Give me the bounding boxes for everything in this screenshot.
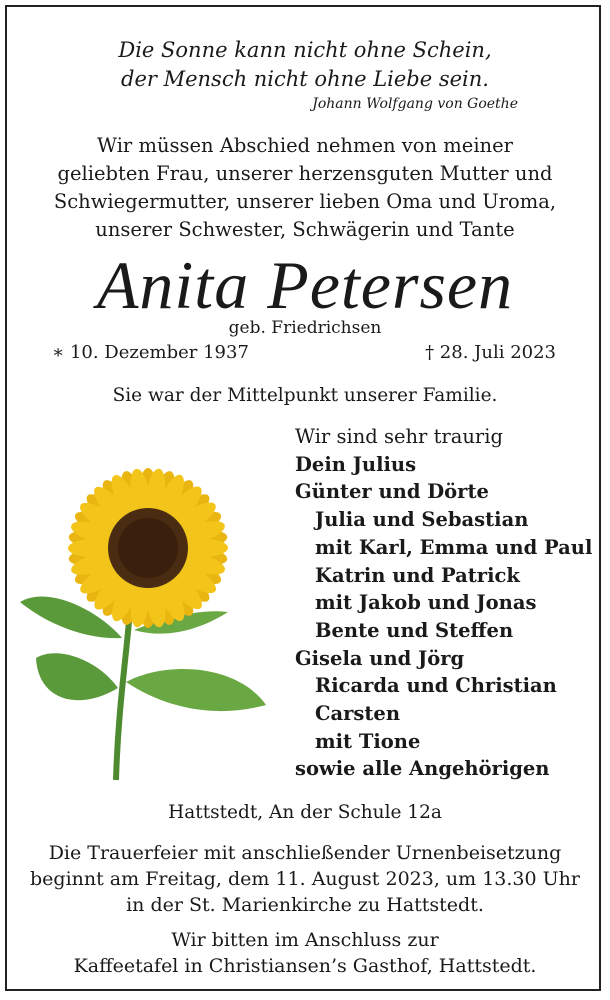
coffee-line: Wir bitten im Anschluss zur (171, 929, 439, 951)
quote-line-2: der Mensch nicht ohne Liebe sein. (121, 67, 489, 91)
family-member: Katrin und Patrick (315, 563, 520, 587)
quote-author: Johann Wolfgang von Goethe (312, 96, 518, 112)
sunflower-image (18, 460, 278, 790)
deceased-name: Anita Petersen (96, 247, 514, 323)
family-member: Bente und Steffen (315, 618, 514, 642)
goethe-quote (0, 36, 610, 94)
leaf-left-bottom (36, 653, 118, 700)
intro-text (0, 132, 610, 244)
family-member: sowie alle Angehörigen (295, 757, 550, 781)
leaf-right-bottom (126, 669, 266, 711)
family-member: Ricarda und Christian (315, 674, 557, 698)
quote-line-1: Die Sonne kann nicht ohne Schein, (118, 38, 492, 62)
coffee-line: Kaffeetafel in Christiansen’s Gasthof, Hattstedt. (73, 955, 537, 977)
service-line: Die Trauerfeier mit anschließender Urnenbeisetzung (48, 842, 562, 864)
service-info (0, 840, 610, 918)
intro-line: Wir müssen Abschied nehmen von meiner (97, 134, 513, 157)
family-member: mit Tione (315, 729, 421, 753)
family-list (295, 423, 592, 783)
service-line: beginnt am Freitag, dem 11. August 2023, um 13.30 Uhr (30, 868, 580, 890)
birth-date: ∗ 10. Dezember 1937 (52, 342, 249, 363)
death-date: † 28. Juli 2023 (425, 342, 556, 363)
intro-line: unserer Schwester, Schwägerin und Tante (95, 218, 515, 241)
family-member: Dein Julius (295, 452, 417, 476)
family-center-line: Sie war der Mittelpunkt unserer Familie. (112, 385, 498, 406)
intro-line: Schwiegermutter, unserer lieben Oma und Uroma, (53, 190, 557, 213)
family-member: Julia und Sebastian (315, 508, 529, 532)
address: Hattstedt, An der Schule 12a (168, 802, 442, 823)
family-member: mit Jakob und Jonas (315, 591, 537, 615)
family-member: Gisela und Jörg (295, 646, 465, 670)
service-line: in der St. Marienkirche zu Hattstedt. (126, 894, 484, 916)
family-member: Carsten (315, 702, 400, 726)
family-lead: Wir sind sehr traurig (295, 425, 503, 448)
family-member: mit Karl, Emma und Paul (315, 535, 593, 559)
family-member: Günter und Dörte (295, 480, 489, 504)
coffee-info (0, 927, 610, 979)
intro-line: geliebten Frau, unserer herzensguten Mutter und (57, 162, 553, 185)
maiden-name: geb. Friedrichsen (228, 318, 382, 338)
